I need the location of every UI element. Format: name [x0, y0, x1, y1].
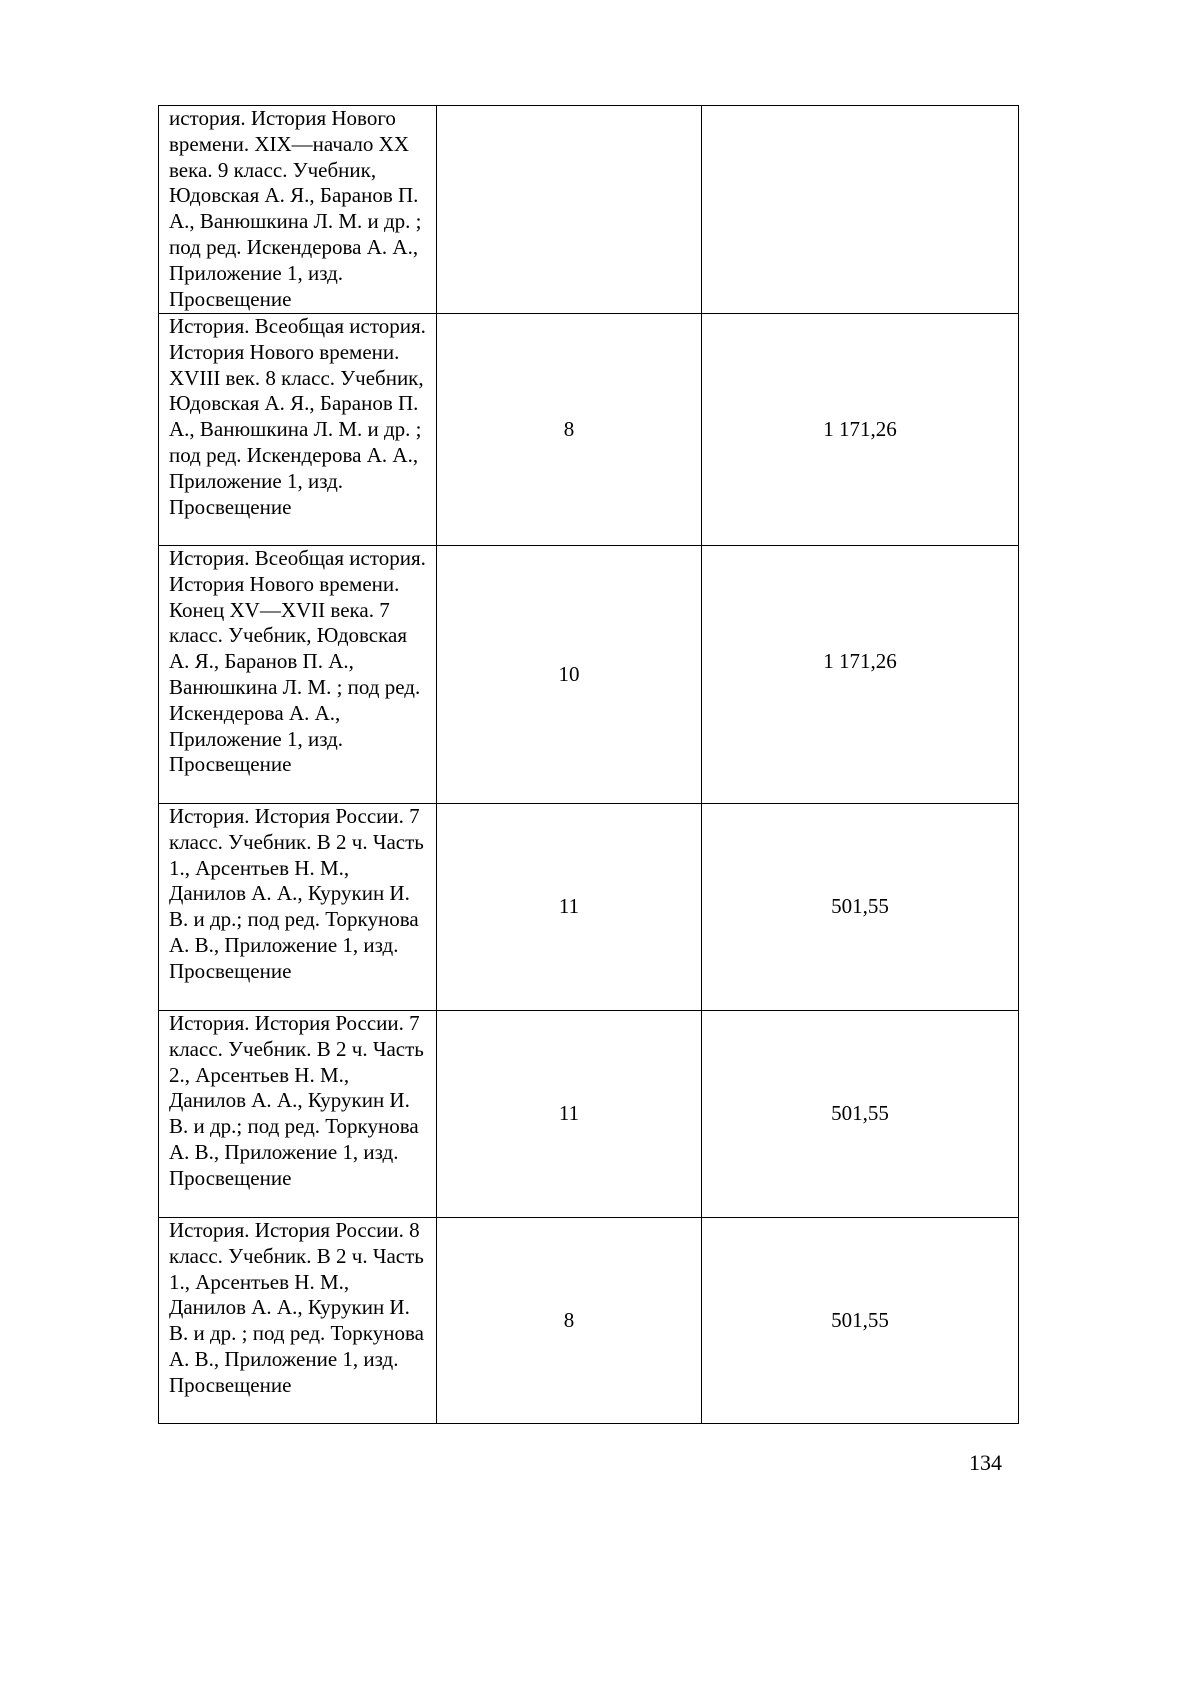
price-cell: 501,55 [702, 1011, 1019, 1218]
quantity-cell: 11 [437, 1011, 702, 1218]
quantity-cell: 8 [437, 1218, 702, 1424]
book-title-cell: История. История России. 7 класс. Учебник. В 2 ч. Часть 2., Арсентьев Н. М., Данилов А. А., Курукин И. В. и др.; под ред. Торкунова А. В., Приложение 1, изд. Просвещение [159, 1011, 437, 1218]
quantity-cell: 8 [437, 314, 702, 546]
table-row [159, 106, 1019, 314]
table-row [159, 314, 1019, 546]
book-title-cell: История. История России. 8 класс. Учебник. В 2 ч. Часть 1., Арсентьев Н. М., Данилов А. А., Курукин И. В. и др. ; под ред. Торкунова А. В., Приложение 1, изд. Просвещение [159, 1218, 437, 1424]
quantity-cell [437, 106, 702, 314]
book-title-cell: история. История Нового времени. XIX—начало XX века. 9 класс. Учебник, Юдовская А. Я., Баранов П. А., Ванюшкина Л. М. и др. ; под ред. Искендерова А. А., Приложение 1, изд. Просвещение [159, 106, 437, 314]
table-row [159, 1011, 1019, 1218]
page-number: 134 [969, 1450, 1002, 1475]
textbook-table [158, 105, 1019, 1424]
book-title-cell: История. Всеобщая история. История Нового времени. Конец XV—XVII века. 7 класс. Учебник, Юдовская А. Я., Баранов П. А., Ванюшкина Л. М. ; под ред. Искендерова А. А., Приложение 1, изд. Просвещение [159, 546, 437, 804]
table-row [159, 1218, 1019, 1424]
price-cell: 501,55 [702, 804, 1019, 1011]
table-row [159, 804, 1019, 1011]
book-title-cell: История. История России. 7 класс. Учебник. В 2 ч. Часть 1., Арсентьев Н. М., Данилов А. А., Курукин И. В. и др.; под ред. Торкунова А. В., Приложение 1, изд. Просвещение [159, 804, 437, 1011]
quantity-cell: 11 [437, 804, 702, 1011]
price-cell: 1 171,26 [702, 314, 1019, 546]
table-row [159, 546, 1019, 804]
quantity-cell: 10 [437, 546, 702, 804]
price-cell: 501,55 [702, 1218, 1019, 1424]
price-cell [702, 106, 1019, 314]
book-title-cell: История. Всеобщая история. История Нового времени. XVIII век. 8 класс. Учебник, Юдовская А. Я., Баранов П. А., Ванюшкина Л. М. и др. ; под ред. Искендерова А. А., Приложение 1, изд. Просвещение [159, 314, 437, 546]
price-cell: 1 171,26 [702, 546, 1019, 804]
